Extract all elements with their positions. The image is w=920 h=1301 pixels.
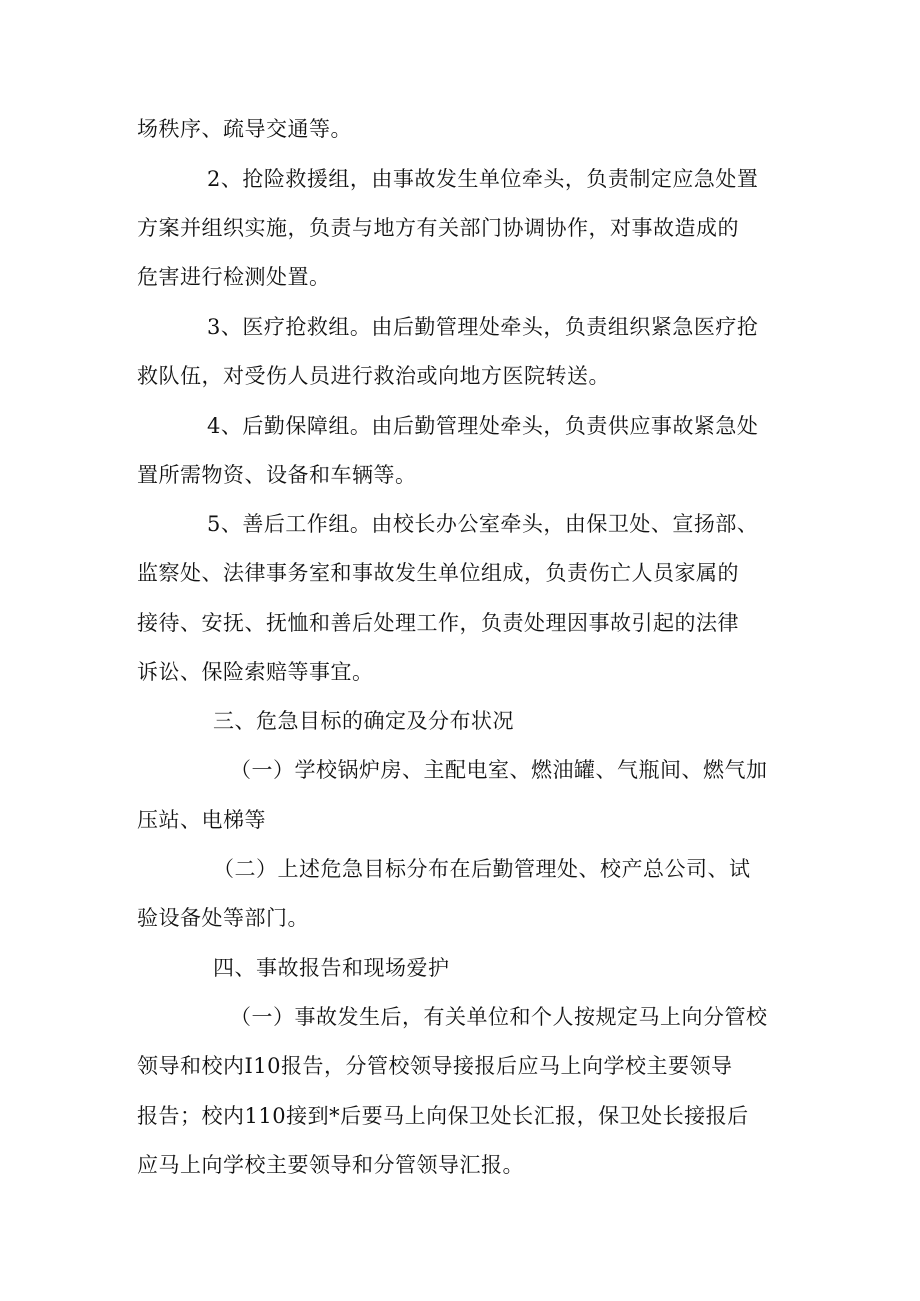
paragraph-line: 领导和校内I10报告，分管校领导接报后应马上向学校主要领导 (137, 1054, 733, 1078)
paragraph-line: 方案并组织实施，负责与地方有关部门协调协作，对事故造成的 (137, 216, 739, 240)
paragraph-line: 4、后勤保障组。由后勤管理处牵头，负责供应事故紧急处 (207, 414, 759, 438)
paragraph-line: 应马上向学校主要领导和分管领导汇报。 (137, 1153, 524, 1177)
paragraph-line: 诉讼、保险索赔等事宜。 (137, 660, 374, 684)
section-heading: 三、危急目标的确定及分布状况 (213, 709, 514, 733)
section-heading: 四、事故报告和现场爱护 (213, 956, 450, 980)
paragraph-line: （一）事故发生后，有关单位和个人按规定马上向分管校 (230, 1005, 768, 1029)
paragraph-line: 危害进行检测处置。 (137, 265, 331, 289)
paragraph-line: 救队伍，对受伤人员进行救治或向地方医院转送。 (137, 364, 610, 388)
paragraph-line: 3、医疗抢救组。由后勤管理处牵头，负责组织紧急医疗抢 (207, 315, 759, 339)
paragraph-line: 5、善后工作组。由校长办公室牵头，由保卫处、宣扬部、 (207, 512, 759, 536)
paragraph-line: 报告；校内110接到*后要马上向保卫处长汇报，保卫处长接报后 (137, 1104, 749, 1128)
paragraph-line: （一）学校锅炉房、主配电室、燃油罐、气瓶间、燃气加 (230, 758, 768, 782)
paragraph-line: 压站、电梯等 (137, 808, 266, 832)
paragraph-line: （二）上述危急目标分布在后勤管理处、校产总公司、试 (213, 857, 751, 881)
paragraph-line: 置所需物资、设备和车辆等。 (137, 463, 417, 487)
paragraph-line: 2、抢险救援组，由事故发生单位牵头，负责制定应急处置 (207, 167, 759, 191)
paragraph-line: 接待、安抚、抚恤和善后处理工作，负责处理因事故引起的法律 (137, 611, 739, 635)
paragraph-line: 监察处、法律事务室和事故发生单位组成，负责伤亡人员家属的 (137, 561, 739, 585)
paragraph-line: 验设备处等部门。 (137, 906, 309, 930)
paragraph-line: 场秩序、疏导交通等。 (137, 117, 352, 141)
